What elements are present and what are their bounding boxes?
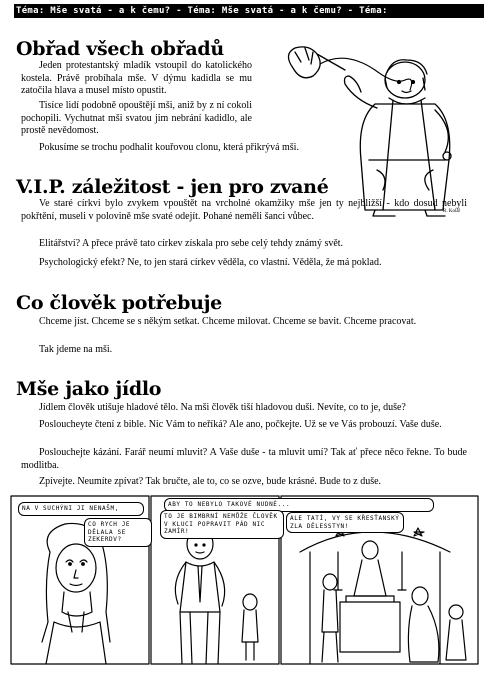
section-title-food: Mše jako jídlo: [16, 378, 162, 400]
comic-bubble-5: ALE TATÍ, VY SE KŘESŤANSKÝ ZLA DĚLESSTYN!: [286, 512, 404, 533]
comic-bubble-1: NA V SUCHÝNI JI NENAŠM,: [18, 502, 144, 516]
topic-header-bar: [14, 4, 484, 18]
comic-bubble-3: ABY TO NEBYLO TAKOVÉ NUDNÉ...: [164, 498, 434, 512]
section-title-needs: Co člověk potřebuje: [16, 292, 222, 314]
paragraph-rite-3: Pokusíme se trochu podhalit kouřovou clonu, která přikrývá mši.: [39, 142, 299, 153]
comic-bubble-2: CO RYCH JE DĚLALA SE ZEKERDV?: [84, 518, 152, 547]
censer-icon: [288, 47, 345, 78]
paragraph-needs-2: Tak jdeme na mši.: [39, 344, 113, 355]
paragraph-food-4: Zpívejte. Neumíte zpívat? Tak bručte, ale to, co se ozve, bude krásné. Bude to z duše.: [39, 476, 382, 487]
comic-bubble-4: TO JE BIMBRNÍ NEMŮŽE ČLOVĚK V KLUCI POPRAVIT PÁD NIC ZAMÍR!: [160, 510, 284, 539]
paragraph-food-3: Poslouchejte kázání. Farář neumí mluvit? A Vaše duše - ta mluvit umí? Tak ať přece něco řekne. To bude modlitba.: [21, 447, 467, 471]
section-title-rite: Obřad všech obřadů: [16, 38, 224, 60]
paragraph-food-2: Posloucheyte čtení z bible. Nic Vám to neříká? Ale ano, počkejte. Už se ve Vás probouzí. Vaše duše.: [39, 419, 442, 430]
section-title-vip: V.I.P. záležitost - jen pro zvané: [16, 176, 329, 198]
paragraph-rite-1: Jeden protestantský mladík vstoupil do katolického kostela. Právě probíhala mše. V dýmu kadidla se mu zatočila hlava a musel místo opustit.: [21, 60, 252, 96]
comic-strip: [10, 492, 480, 666]
paragraph-food-1: Jídlem člověk utišuje hladové tělo. Na mši člověk tiší hladovou duši. Nevíte, co to je, duše?: [39, 402, 406, 413]
paragraph-vip-3: Psychologický efekt? Ne, to jen stará církev věděla, co vlastní. Věděla, že má poklad.: [39, 257, 382, 268]
paragraph-rite-2: Tisíce lidí podobně opouštějí mši, aniž by z ní cokoli pochopili. Vychutnat mši svatou jim nebrání kadidlo, ale prostě nevědomost.: [21, 100, 252, 136]
paragraph-needs-1: Chceme jíst. Chceme se s někým setkat. Chceme milovat. Chceme se bavit. Chceme pracovat.: [39, 316, 417, 327]
paragraph-vip-1: Ve staré církvi bylo zvykem vpouštět na vrcholné okamžiky mše jen ty nejbližší - kdo dosud nebyli pokřtění, museli v polovině mše svaté odejít. Pohané neměli šanci vůbec.: [21, 198, 467, 222]
illustration-signature: R. Kolář: [443, 209, 461, 214]
paragraph-vip-2: Elitářství? A přece právě tato církev získala pro sebe celý tehdy známý svět.: [39, 238, 344, 249]
topic-header-text: Téma: Mše svatá - a k čemu? - Téma: Mše svatá - a k čemu? - Téma:: [16, 6, 388, 16]
